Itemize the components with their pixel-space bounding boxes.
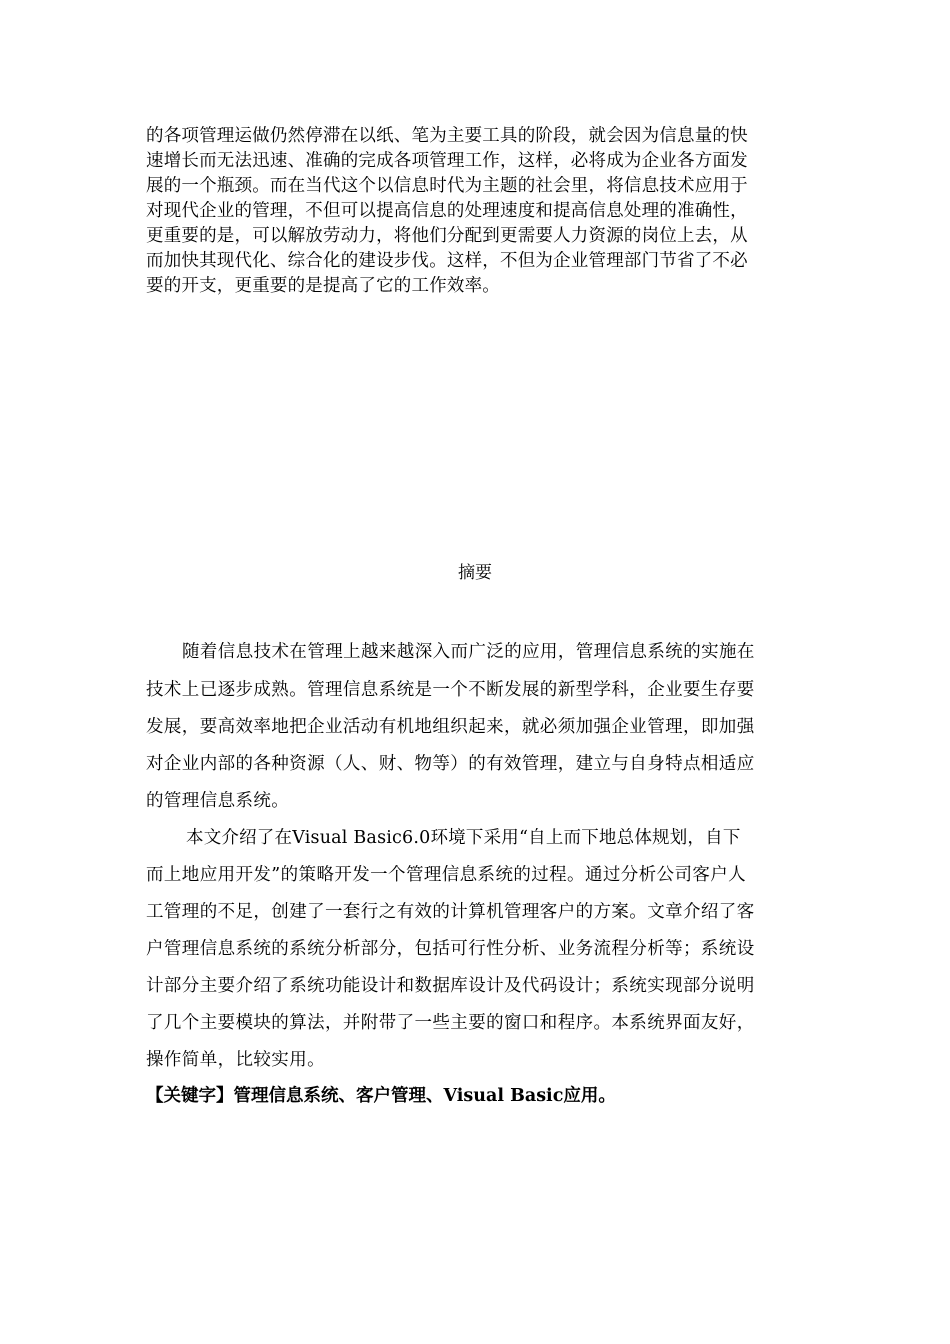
intro-line: 对现代企业的管理，不但可以提高信息的处理速度和提高信息处理的准确性， — [146, 201, 748, 221]
abstract-line: 技术上已逐步成熟。管理信息系统是一个不断发展的新型学科，企业要生存要 — [146, 680, 755, 700]
keywords-line: 【关键字】管理信息系统、客户管理、Visual Basic应用。 — [146, 1086, 616, 1106]
abstract-line: 工管理的不足，创建了一套行之有效的计算机管理客户的方案。文章介绍了客 — [146, 902, 755, 922]
abstract-line: 随着信息技术在管理上越来越深入而广泛的应用，管理信息系统的实施在 — [182, 642, 755, 662]
intro-line: 的各项管理运做仍然停滞在以纸、笔为主要工具的阶段，就会因为信息量的快 — [146, 126, 748, 146]
abstract-line: 的管理信息系统。 — [146, 791, 290, 811]
abstract-line: 操作简单，比较实用。 — [146, 1050, 325, 1070]
abstract-title: 摘要 — [458, 563, 492, 583]
abstract-line: 户管理信息系统的系统分析部分，包括可行性分析、业务流程分析等；系统设 — [146, 939, 755, 959]
abstract-line: 而上地应用开发”的策略开发一个管理信息系统的过程。通过分析公司客户人 — [146, 865, 747, 885]
intro-line: 而加快其现代化、综合化的建设步伐。这样，不但为企业管理部门节省了不必 — [146, 251, 748, 271]
intro-line: 速增长而无法迅速、准确的完成各项管理工作，这样，必将成为企业各方面发 — [146, 151, 748, 171]
abstract-line: 计部分主要介绍了系统功能设计和数据库设计及代码设计；系统实现部分说明 — [146, 976, 755, 996]
intro-line: 更重要的是，可以解放劳动力，将他们分配到更需要人力资源的岗位上去，从 — [146, 226, 748, 246]
abstract-line: 对企业内部的各种资源（人、财、物等）的有效管理，建立与自身特点相适应 — [146, 754, 755, 774]
intro-line: 展的一个瓶颈。而在当代这个以信息时代为主题的社会里，将信息技术应用于 — [146, 176, 748, 196]
abstract-line: 了几个主要模块的算法，并附带了一些主要的窗口和程序。本系统界面友好， — [146, 1013, 755, 1033]
abstract-line: 本文介绍了在Visual Basic6.0环境下采用“自上而下地总体规划，自下 — [186, 828, 741, 848]
abstract-line: 发展，要高效率地把企业活动有机地组织起来，就必须加强企业管理，即加强 — [146, 717, 755, 737]
intro-line: 要的开支，更重要的是提高了它的工作效率。 — [146, 276, 500, 296]
